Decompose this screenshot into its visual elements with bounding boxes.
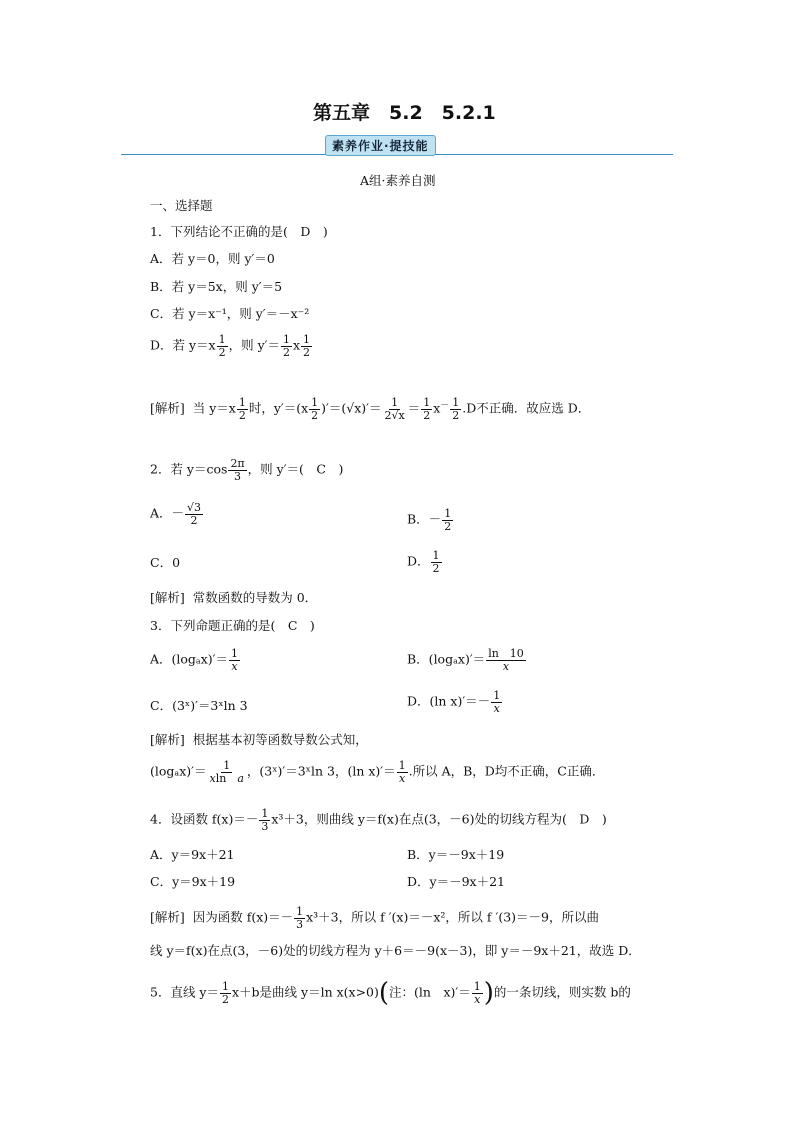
q5-stem: 5．直线 y＝ $\frac{1}{2}$ x＋b是曲线 y＝ln x(x>0)(注：(ln x)′＝ $\frac{1}{x}$ )的一条切线，则实数 b的 — [150, 978, 631, 1008]
q4-option-b: B．y＝－9x＋19 — [407, 847, 505, 862]
q2-stem: 2．若 y＝cos $\frac{2\pi}{3}$ ，则 y′＝( C ) — [150, 457, 344, 483]
q1-option-c: C．若 y＝x⁻¹，则 y′＝－x⁻² — [150, 306, 310, 321]
q1-option-d: D．若 y＝x $\frac{1}{2}$ ，则 y′＝ $\frac{1}{2}$ x $\frac{1}{2}$ — [150, 333, 311, 359]
q2-option-b: B．－ $\frac{1}{2}$ — [407, 507, 452, 533]
q4-option-c: C．y＝9x＋19 — [150, 874, 236, 889]
q4-explanation-line1: [解析] 因为函数 f(x)＝－ $\frac{1}{3}$ x³＋3，所以 f ′(x)＝－x²，所以 f ′(3)＝－9，所以曲 — [150, 905, 599, 931]
q4-stem: 4．设函数 f(x)＝－ $\frac{1}{3}$ x³＋3，则曲线 y＝f(x)在点(3，－6)处的切线方程为( D ) — [150, 807, 607, 833]
chapter-title: 第五章 5.2 5.2.1 — [313, 102, 496, 124]
q1-stem: 1．下列结论不正确的是( D ) — [150, 224, 328, 239]
q1-option-b: B．若 y＝5x，则 y′＝5 — [150, 279, 283, 294]
q3-explanation-line1: [解析] 根据基本初等函数导数公式知， — [150, 732, 368, 747]
q3-stem: 3．下列命题正确的是( C ) — [150, 618, 315, 633]
group-heading: A组·素养自测 — [360, 173, 436, 188]
q4-option-d: D．y＝－9x＋21 — [407, 874, 505, 889]
q1-option-a: A．若 y＝0，则 y′＝0 — [150, 251, 275, 266]
section-banner: 素养作业·提技能 — [325, 135, 436, 156]
q3-option-b: B．(logₐx)′＝ $\frac{\ln 10}{x}$ — [407, 647, 524, 673]
q3-option-d: D．(ln x)′＝－ $\frac{1}{x}$ — [407, 689, 501, 715]
q2-explanation: [解析] 常数函数的导数为 0． — [150, 590, 318, 605]
q3-explanation-line2: (logₐx)′＝ $\frac{1}{\text{xln a}}$ ，(3ˣ)′＝3ˣln 3，(ln x)′＝ $\frac{1}{x}$ .所以 A，B，D均不正确，C正确． — [150, 759, 605, 785]
q4-option-a: A．y＝9x＋21 — [150, 847, 235, 862]
q2-option-a: A．－ $\frac{√3}{2}$ — [150, 501, 202, 527]
q3-option-a: A．(logₐx)′＝ $\frac{1}{x}$ — [150, 647, 239, 673]
q2-option-d: D． $\frac{1}{2}$ — [407, 549, 440, 575]
section-title: 一、选择题 — [150, 198, 213, 213]
q2-option-c: C．0 — [150, 555, 181, 570]
q4-explanation-line2: 线 y＝f(x)在点(3，－6)处的切线方程为 y＋6＝－9(x－3)，即 y＝－9x＋21，故选 D． — [150, 943, 641, 958]
q1-explanation: [解析] 当 y＝x $\frac{1}{2}$ 时，y′＝(x $\frac{1}{2}$ )′＝(√x)′＝ $\frac{1}{2√x}$ ＝ $\frac{1}{2}$ x－ $\frac{1}{2}$ .D不正确．故应选 D． — [150, 396, 591, 422]
q3-option-c: C．(3ˣ)′＝3ˣln 3 — [150, 698, 248, 713]
